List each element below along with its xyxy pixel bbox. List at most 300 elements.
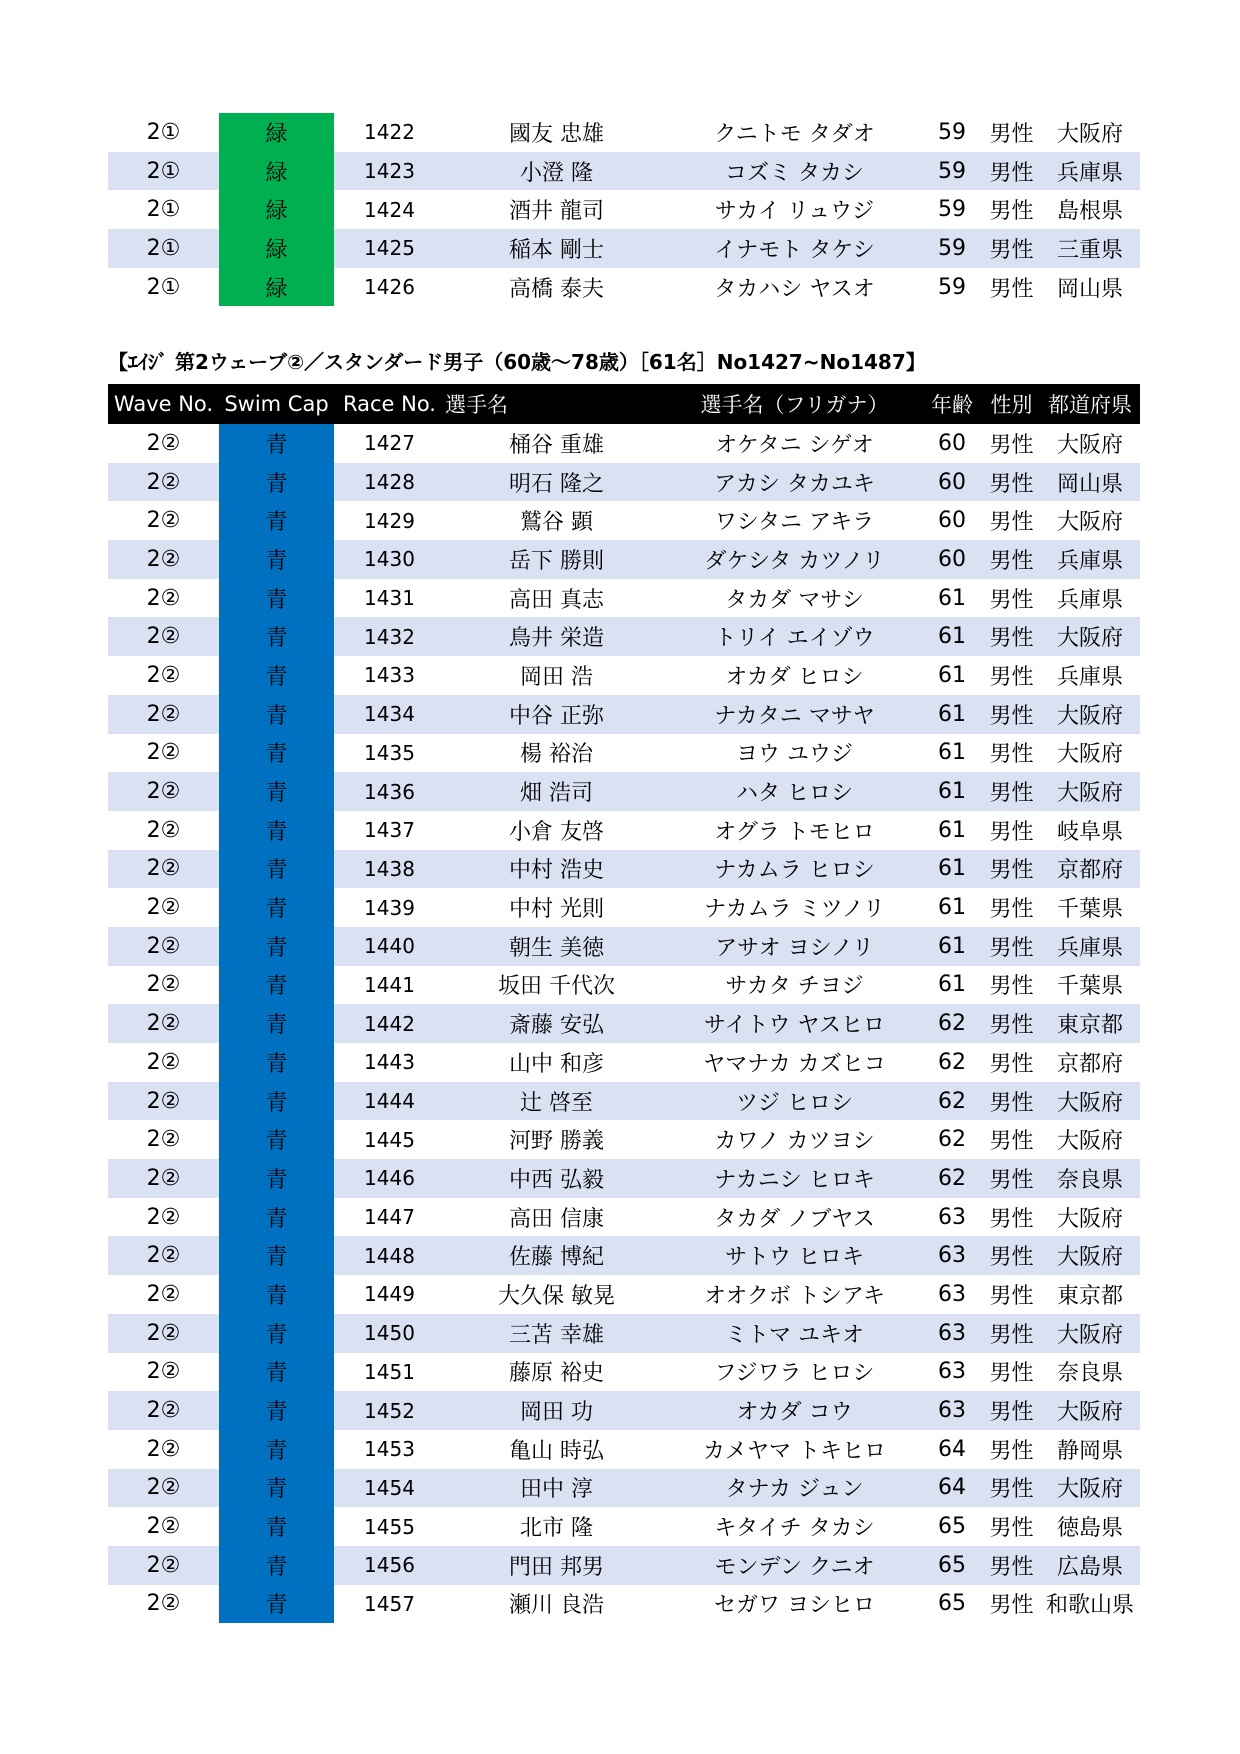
table-row	[108, 927, 1140, 966]
sex-cell: 男性	[989, 742, 1034, 768]
wave-no-cell: 2②	[146, 817, 181, 843]
table-row	[108, 1469, 1140, 1508]
name-kana-cell: アサオ ヨシノリ	[715, 935, 874, 961]
name-kana-cell: サカタ チヨジ	[725, 974, 864, 1000]
race-no-cell: 1429	[364, 508, 415, 533]
table-row	[108, 152, 1140, 191]
name-kana-cell: トリイ エイゾウ	[714, 626, 875, 652]
sex-cell: 男性	[989, 703, 1034, 729]
name-cell: 河野 勝義	[509, 1129, 604, 1155]
age-cell: 65	[938, 1591, 966, 1617]
name-cell: 高橋 泰夫	[509, 276, 604, 302]
name-cell: 大久保 敏晃	[498, 1283, 615, 1309]
swim-cap-cell: 青	[219, 540, 334, 579]
table-row	[108, 811, 1140, 850]
name-kana-cell: ナカタニ マサヤ	[714, 703, 875, 729]
race-no-cell: 1447	[364, 1205, 415, 1230]
name-kana-cell: ミトマ ユキオ	[725, 1322, 864, 1348]
race-no-cell: 1428	[364, 470, 415, 495]
race-no-cell: 1448	[364, 1243, 415, 1268]
name-cell: 中村 浩史	[509, 858, 604, 884]
wave-2-2-table	[108, 424, 1140, 1623]
prefecture-cell: 大阪府	[1056, 703, 1123, 729]
race-no-cell: 1437	[364, 818, 415, 843]
swim-cap-cell: 緑	[219, 229, 334, 268]
sex-cell: 男性	[989, 1400, 1034, 1426]
age-cell: 61	[938, 856, 966, 882]
wave-no-cell: 2②	[146, 624, 181, 650]
sex-cell: 男性	[989, 1013, 1034, 1039]
prefecture-cell: 岡山県	[1056, 471, 1123, 497]
age-cell: 61	[938, 624, 966, 650]
age-cell: 65	[938, 1552, 966, 1578]
wave-no-cell: 2②	[146, 1281, 181, 1307]
prefecture-cell: 大阪府	[1056, 1400, 1123, 1426]
name-kana-cell: ナカムラ ヒロシ	[714, 858, 875, 884]
name-kana-cell: セガワ ヨシヒロ	[714, 1593, 875, 1619]
prefecture-cell: 東京都	[1056, 1283, 1123, 1309]
prefecture-cell: 大阪府	[1056, 1206, 1123, 1232]
sex-cell: 男性	[989, 121, 1034, 147]
race-no-cell: 1425	[364, 236, 415, 261]
age-cell: 61	[938, 933, 966, 959]
race-no-cell: 1444	[364, 1089, 415, 1114]
name-kana-cell: タナカ ジュン	[725, 1477, 864, 1503]
age-cell: 61	[938, 701, 966, 727]
sex-cell: 男性	[989, 432, 1034, 458]
age-cell: 63	[938, 1398, 966, 1424]
name-kana-cell: ハタ ヒロシ	[736, 781, 853, 807]
name-kana-cell: アカシ タカユキ	[714, 471, 875, 497]
header-age: 年齢	[931, 393, 973, 417]
swim-cap-cell: 青	[219, 1159, 334, 1198]
name-cell: 山中 和彦	[509, 1051, 604, 1077]
table-row	[108, 424, 1140, 463]
name-cell: 明石 隆之	[509, 471, 604, 497]
wave-no-cell: 2②	[146, 546, 181, 572]
swim-cap-cell: 青	[219, 1275, 334, 1314]
age-cell: 61	[938, 895, 966, 921]
wave-no-cell: 2②	[146, 662, 181, 688]
wave-no-cell: 2②	[146, 895, 181, 921]
name-kana-cell: ダケシタ カツノリ	[704, 548, 885, 574]
wave-no-cell: 2②	[146, 740, 181, 766]
wave-no-cell: 2②	[146, 1398, 181, 1424]
prefecture-cell: 東京都	[1056, 1013, 1123, 1039]
name-kana-cell: イナモト タケシ	[714, 237, 875, 263]
sex-cell: 男性	[989, 1167, 1034, 1193]
sex-cell: 男性	[989, 1245, 1034, 1271]
age-cell: 59	[938, 197, 966, 223]
prefecture-cell: 広島県	[1056, 1554, 1123, 1580]
wave-no-cell: 2②	[146, 933, 181, 959]
table-row	[108, 268, 1140, 307]
table-row	[108, 772, 1140, 811]
swim-cap-cell: 青	[219, 927, 334, 966]
name-cell: 高田 信康	[509, 1206, 604, 1232]
age-cell: 61	[938, 740, 966, 766]
prefecture-cell: 静岡県	[1056, 1438, 1123, 1464]
swim-cap-cell: 青	[219, 1236, 334, 1275]
prefecture-cell: 奈良県	[1056, 1167, 1123, 1193]
name-cell: 畑 浩司	[520, 781, 593, 807]
prefecture-cell: 兵庫県	[1056, 160, 1123, 186]
age-cell: 63	[938, 1320, 966, 1346]
age-cell: 60	[938, 430, 966, 456]
table-row	[108, 1004, 1140, 1043]
table-row	[108, 850, 1140, 889]
age-cell: 59	[938, 119, 966, 145]
swim-cap-cell: 青	[219, 1585, 334, 1624]
age-cell: 63	[938, 1359, 966, 1385]
race-no-cell: 1430	[364, 547, 415, 572]
header-name-kana: 選手名（フリガナ）	[700, 393, 889, 417]
sex-cell: 男性	[989, 626, 1034, 652]
name-kana-cell: ワシタニ アキラ	[714, 510, 875, 536]
prefecture-cell: 千葉県	[1056, 974, 1123, 1000]
swim-cap-cell: 青	[219, 888, 334, 927]
swim-cap-cell: 青	[219, 772, 334, 811]
age-cell: 61	[938, 585, 966, 611]
table-row	[108, 1353, 1140, 1392]
name-cell: 瀬川 良浩	[509, 1593, 604, 1619]
name-cell: 岡田 功	[520, 1400, 593, 1426]
swim-cap-cell: 青	[219, 1198, 334, 1237]
name-cell: 朝生 美徳	[509, 935, 604, 961]
race-no-cell: 1436	[364, 779, 415, 804]
swim-cap-cell: 青	[219, 1082, 334, 1121]
table-row	[108, 734, 1140, 773]
name-cell: 斎藤 安弘	[509, 1013, 604, 1039]
sex-cell: 男性	[989, 160, 1034, 186]
race-no-cell: 1426	[364, 275, 415, 300]
swim-cap-cell: 緑	[219, 268, 334, 307]
swim-cap-cell: 青	[219, 1004, 334, 1043]
age-cell: 63	[938, 1243, 966, 1269]
wave-no-cell: 2②	[146, 701, 181, 727]
age-cell: 64	[938, 1475, 966, 1501]
race-no-cell: 1457	[364, 1591, 415, 1616]
name-kana-cell: カメヤマ トキヒロ	[703, 1438, 886, 1464]
race-no-cell: 1451	[364, 1359, 415, 1384]
table-header	[108, 384, 1140, 424]
sex-cell: 男性	[989, 1554, 1034, 1580]
name-cell: 小倉 友啓	[509, 819, 604, 845]
table-row	[108, 1236, 1140, 1275]
wave-no-cell: 2②	[146, 856, 181, 882]
sex-cell: 男性	[989, 1361, 1034, 1387]
name-kana-cell: タカダ ノブヤス	[714, 1206, 875, 1232]
name-cell: 鳥井 栄造	[509, 626, 604, 652]
age-cell: 61	[938, 972, 966, 998]
prefecture-cell: 千葉県	[1056, 897, 1123, 923]
prefecture-cell: 岐阜県	[1056, 819, 1123, 845]
age-cell: 60	[938, 508, 966, 534]
prefecture-cell: 京都府	[1056, 858, 1123, 884]
prefecture-cell: 奈良県	[1056, 1361, 1123, 1387]
race-no-cell: 1449	[364, 1282, 415, 1307]
prefecture-cell: 大阪府	[1056, 626, 1123, 652]
race-no-cell: 1452	[364, 1398, 415, 1423]
wave-no-cell: 2②	[146, 585, 181, 611]
prefecture-cell: 大阪府	[1056, 742, 1123, 768]
sex-cell: 男性	[989, 819, 1034, 845]
name-kana-cell: オオクボ トシアキ	[703, 1283, 885, 1309]
name-cell: 佐藤 博紀	[509, 1245, 604, 1271]
name-kana-cell: オケタニ シゲオ	[715, 432, 874, 458]
swim-cap-cell: 青	[219, 1469, 334, 1508]
wave-no-cell: 2②	[146, 1552, 181, 1578]
age-cell: 62	[938, 1127, 966, 1153]
swim-cap-cell: 青	[219, 1507, 334, 1546]
name-cell: 藤原 裕史	[509, 1361, 604, 1387]
swim-cap-cell: 青	[219, 734, 334, 773]
age-cell: 61	[938, 817, 966, 843]
age-cell: 63	[938, 1204, 966, 1230]
wave-no-cell: 2②	[146, 972, 181, 998]
race-no-cell: 1434	[364, 702, 415, 727]
name-cell: 岳下 勝則	[509, 548, 604, 574]
prefecture-cell: 岡山県	[1056, 276, 1123, 302]
name-kana-cell: サカイ リュウジ	[714, 199, 875, 225]
table-row	[108, 579, 1140, 618]
table-row	[108, 190, 1140, 229]
sex-cell: 男性	[989, 237, 1034, 263]
age-cell: 62	[938, 1011, 966, 1037]
swim-cap-cell: 青	[219, 811, 334, 850]
table-row	[108, 229, 1140, 268]
header-race-no: Race No.	[342, 392, 436, 416]
name-cell: 中村 光則	[509, 897, 604, 923]
wave-no-cell: 2②	[146, 1165, 181, 1191]
wave-no-cell: 2②	[146, 1243, 181, 1269]
wave-no-cell: 2②	[146, 1204, 181, 1230]
wave-no-cell: 2①	[146, 235, 181, 261]
name-kana-cell: キタイチ タカシ	[714, 1516, 875, 1542]
table-row	[108, 1546, 1140, 1585]
name-cell: 稲本 剛士	[509, 237, 604, 263]
swim-cap-cell: 青	[219, 501, 334, 540]
name-cell: 岡田 浩	[520, 664, 593, 690]
race-no-cell: 1439	[364, 895, 415, 920]
swim-cap-cell: 青	[219, 850, 334, 889]
name-kana-cell: クニトモ タダオ	[714, 121, 875, 147]
name-cell: 高田 真志	[509, 587, 604, 613]
name-kana-cell: ナカニシ ヒロキ	[714, 1167, 875, 1193]
name-kana-cell: ツジ ヒロシ	[736, 1090, 853, 1116]
name-cell: 亀山 時弘	[509, 1438, 604, 1464]
table-row	[108, 617, 1140, 656]
sex-cell: 男性	[989, 935, 1034, 961]
table-row	[108, 463, 1140, 502]
name-kana-cell: カワノ カツヨシ	[714, 1129, 875, 1155]
prefecture-cell: 兵庫県	[1056, 587, 1123, 613]
race-no-cell: 1423	[364, 159, 415, 184]
sex-cell: 男性	[989, 974, 1034, 1000]
name-kana-cell: フジワラ ヒロシ	[714, 1361, 875, 1387]
age-cell: 61	[938, 779, 966, 805]
swim-cap-cell: 青	[219, 1546, 334, 1585]
name-cell: 辻 啓至	[520, 1090, 593, 1116]
name-cell: 中谷 正弥	[509, 703, 604, 729]
sex-cell: 男性	[989, 510, 1034, 536]
age-cell: 62	[938, 1049, 966, 1075]
sex-cell: 男性	[989, 548, 1034, 574]
race-no-cell: 1442	[364, 1011, 415, 1036]
wave-no-cell: 2②	[146, 1320, 181, 1346]
header-swim-cap: Swim Cap	[224, 392, 329, 416]
name-kana-cell: オグラ トモヒロ	[714, 819, 875, 845]
prefecture-cell: 京都府	[1056, 1051, 1123, 1077]
prefecture-cell: 大阪府	[1056, 510, 1123, 536]
header-name: 選手名	[445, 393, 508, 417]
swim-cap-cell: 青	[219, 579, 334, 618]
sex-cell: 男性	[989, 1477, 1034, 1503]
prefecture-cell: 三重県	[1056, 237, 1123, 263]
wave-no-cell: 2②	[146, 430, 181, 456]
prefecture-cell: 和歌山県	[1045, 1593, 1134, 1619]
table-row	[108, 1043, 1140, 1082]
prefecture-cell: 大阪府	[1056, 432, 1123, 458]
sex-cell: 男性	[989, 1516, 1034, 1542]
sex-cell: 男性	[989, 1051, 1034, 1077]
wave-no-cell: 2②	[146, 1127, 181, 1153]
name-kana-cell: サトウ ヒロキ	[725, 1245, 864, 1271]
name-kana-cell: タカハシ ヤスオ	[714, 276, 875, 302]
name-kana-cell: タカダ マサシ	[725, 587, 864, 613]
wave-2-1-table-continued	[108, 113, 1140, 306]
prefecture-cell: 兵庫県	[1056, 664, 1123, 690]
table-row	[108, 1159, 1140, 1198]
name-kana-cell: ヤマナカ カズヒコ	[703, 1051, 886, 1077]
swim-cap-cell: 青	[219, 656, 334, 695]
table-row	[108, 1430, 1140, 1469]
race-no-cell: 1445	[364, 1127, 415, 1152]
wave-no-cell: 2②	[146, 1011, 181, 1037]
race-no-cell: 1438	[364, 856, 415, 881]
sex-cell: 男性	[989, 587, 1034, 613]
age-cell: 59	[938, 235, 966, 261]
wave-no-cell: 2②	[146, 1436, 181, 1462]
wave-no-cell: 2②	[146, 1049, 181, 1075]
name-cell: 三苫 幸雄	[509, 1322, 604, 1348]
wave-no-cell: 2②	[146, 508, 181, 534]
wave-no-cell: 2①	[146, 119, 181, 145]
swim-cap-cell: 青	[219, 1430, 334, 1469]
race-no-cell: 1454	[364, 1475, 415, 1500]
wave-no-cell: 2②	[146, 1088, 181, 1114]
name-cell: 酒井 龍司	[509, 199, 604, 225]
name-kana-cell: サイトウ ヤスヒロ	[703, 1013, 885, 1039]
section-heading: 【ｴｲｼﾞ 第2ウェーブ②／スタンダード男子（60歳～78歳）［61名］No1427~No1487】	[108, 350, 926, 374]
name-cell: 中西 弘毅	[509, 1167, 604, 1193]
sex-cell: 男性	[989, 1206, 1034, 1232]
swim-cap-cell: 青	[219, 1391, 334, 1430]
table-row	[108, 540, 1140, 579]
race-no-cell: 1422	[364, 120, 415, 145]
swim-cap-cell: 青	[219, 463, 334, 502]
race-no-cell: 1433	[364, 663, 415, 688]
name-cell: 門田 邦男	[509, 1554, 604, 1580]
header-wave-no: Wave No.	[113, 392, 214, 416]
sex-cell: 男性	[989, 1438, 1034, 1464]
table-row	[108, 1585, 1140, 1624]
wave-no-cell: 2②	[146, 1514, 181, 1540]
race-no-cell: 1456	[364, 1553, 415, 1578]
prefecture-cell: 大阪府	[1056, 1322, 1123, 1348]
table-row	[108, 501, 1140, 540]
race-no-cell: 1432	[364, 624, 415, 649]
swim-cap-cell: 青	[219, 1120, 334, 1159]
sex-cell: 男性	[989, 1129, 1034, 1155]
prefecture-cell: 大阪府	[1056, 121, 1123, 147]
race-no-cell: 1455	[364, 1514, 415, 1539]
race-no-cell: 1446	[364, 1166, 415, 1191]
table-row	[108, 1314, 1140, 1353]
table-row	[108, 1507, 1140, 1546]
swim-cap-cell: 青	[219, 1353, 334, 1392]
name-cell: 坂田 千代次	[498, 974, 615, 1000]
table-row	[108, 113, 1140, 152]
wave-no-cell: 2②	[146, 1475, 181, 1501]
wave-no-cell: 2①	[146, 197, 181, 223]
race-no-cell: 1431	[364, 586, 415, 611]
age-cell: 63	[938, 1281, 966, 1307]
sex-cell: 男性	[989, 664, 1034, 690]
name-kana-cell: ナカムラ ミツノリ	[704, 897, 885, 923]
wave-no-cell: 2②	[146, 1359, 181, 1385]
prefecture-cell: 兵庫県	[1056, 548, 1123, 574]
age-cell: 60	[938, 469, 966, 495]
prefecture-cell: 大阪府	[1056, 1245, 1123, 1271]
wave-no-cell: 2①	[146, 158, 181, 184]
sex-cell: 男性	[989, 781, 1034, 807]
table-row	[108, 1082, 1140, 1121]
table-row	[108, 1198, 1140, 1237]
sex-cell: 男性	[989, 1322, 1034, 1348]
race-no-cell: 1427	[364, 431, 415, 456]
swim-cap-cell: 青	[219, 1314, 334, 1353]
prefecture-cell: 大阪府	[1056, 1090, 1123, 1116]
swim-cap-cell: 青	[219, 966, 334, 1005]
race-no-cell: 1453	[364, 1437, 415, 1462]
header-sex: 性別	[990, 393, 1033, 417]
sex-cell: 男性	[989, 1283, 1034, 1309]
prefecture-cell: 大阪府	[1056, 1477, 1123, 1503]
sex-cell: 男性	[989, 1593, 1034, 1619]
header-prefecture: 都道府県	[1048, 393, 1132, 417]
sex-cell: 男性	[989, 276, 1034, 302]
sex-cell: 男性	[989, 471, 1034, 497]
wave-no-cell: 2②	[146, 469, 181, 495]
wave-no-cell: 2②	[146, 779, 181, 805]
sex-cell: 男性	[989, 858, 1034, 884]
prefecture-cell: 大阪府	[1056, 781, 1123, 807]
name-kana-cell: モンデン クニオ	[714, 1554, 875, 1580]
name-cell: 鷲谷 顕	[520, 510, 593, 536]
wave-no-cell: 2①	[146, 274, 181, 300]
swim-cap-cell: 青	[219, 617, 334, 656]
age-cell: 59	[938, 274, 966, 300]
age-cell: 62	[938, 1088, 966, 1114]
name-cell: 小澄 隆	[520, 160, 593, 186]
race-no-cell: 1443	[364, 1050, 415, 1075]
age-cell: 60	[938, 546, 966, 572]
prefecture-cell: 徳島県	[1056, 1516, 1123, 1542]
table-row	[108, 1391, 1140, 1430]
table-row	[108, 1120, 1140, 1159]
swim-cap-cell: 青	[219, 695, 334, 734]
